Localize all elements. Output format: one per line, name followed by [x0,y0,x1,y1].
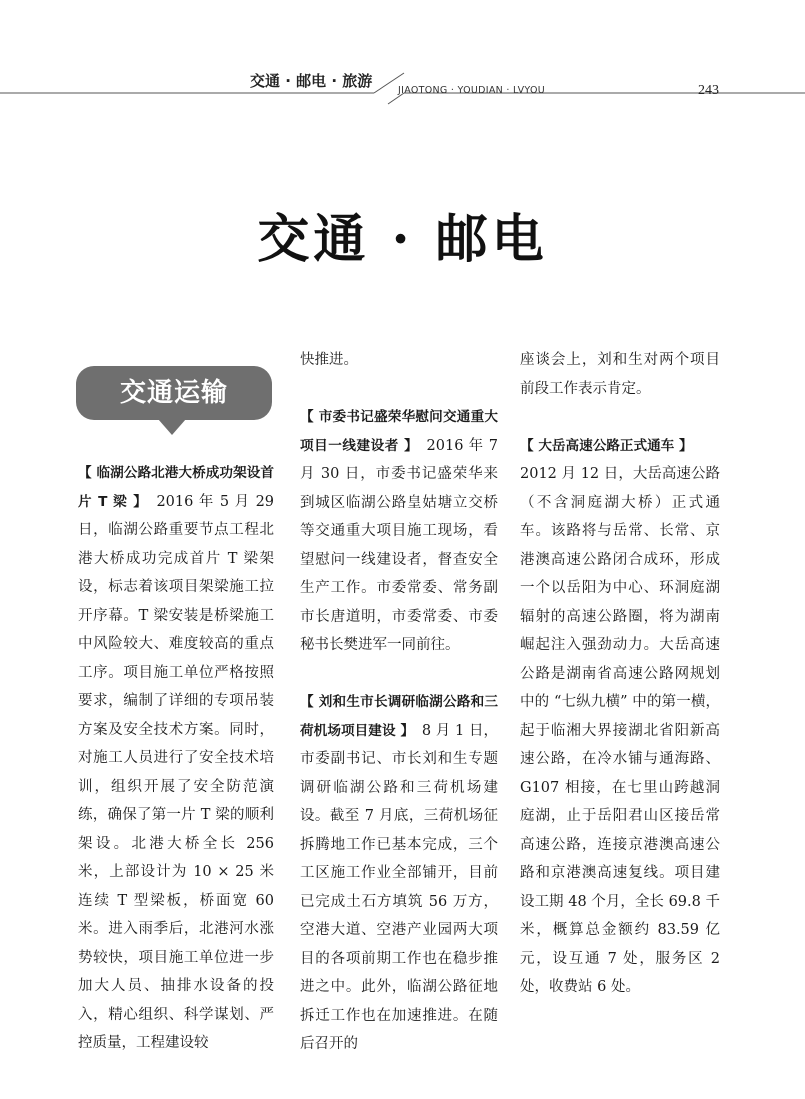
running-header-pinyin: JIAOTONG · YOUDIAN · LVYOU [398,85,545,96]
article-paragraph [300,688,498,1059]
article-body: 2016 年 5 月 29 日，临湖公路重要节点工程北港大桥成功完成首片 T 梁架设，标志着该项目架梁施工拉开序幕。T 梁安装是桥梁施工中风险较大、难度较高的重点工序。项目施工单位严格按照要求，编制了详细的专项吊装方案及安全技术方案。同时，对施工人员进行了安全技术培训，组织开展了安全防范演练，确保了第一片 T 梁的顺利架设。北港大桥全长 256 米，上部设计为 10 × 25 米连续 T 型梁板，桥面宽 60 米。进入雨季后，北港河水涨势较快，项目施工单位进一步加大人员、抽排水设备的投入，精心组织、科学谋划、严控质量，工程建设较 [78,493,275,1051]
article-heading: 【 刘和生市长调研临湖公路和三荷机场项目建设 】 [300,694,498,739]
article-continuation: 快推进。 [300,352,358,368]
page-number: 243 [698,83,719,98]
running-header-section: 交通 · 邮电 · 旅游 [250,72,373,90]
text-column-2 [300,346,498,1059]
text-column-3 [520,346,720,1002]
article-heading-line [520,432,720,461]
article-heading: 【 临湖公路北港大桥成功架设首片 T 梁 】 [78,465,274,510]
article-continuation: 座谈会上，刘和生对两个项目前段工作表示肯定。 [520,352,720,397]
section-badge-label: 交通运输 [119,378,228,408]
header-rule-lines [0,60,805,105]
article-body: 8 月 1 日，市委副书记、市长刘和生专题调研临湖公路和三荷机场建设。截至 7 月底，三荷机场征拆腾地工作已基本完成，三个工区施工作业全部铺开，目前已完成土石方填筑 56 万方，空港大道、空港产业园两大项目的各项前期工作也在稳步推进之中。此外，临湖公路征地拆迁工作也在加速推进。在随后召开的 [300,722,499,1052]
article-paragraph [78,459,274,1058]
article-paragraph [300,403,498,660]
article-body: 2016 年 7 月 30 日，市委书记盛荣华来到城区临湖公路皇姑塘立交桥等交通重大项目施工现场，看望慰问一线建设者，督查安全生产工作。市委常委、常务副市长唐道明，市委常委、市委秘书长樊进军一同前往。 [300,437,498,653]
paragraph-spacer [300,375,498,404]
article-heading: 【 市委书记盛荣华慰问交通重大项目一线建设者 】 [300,409,498,454]
paragraph-spacer [300,660,498,689]
paragraph-spacer [520,403,720,432]
article-heading: 【 大岳高速公路正式通车 】 [520,437,693,454]
article-body: 2012 月 12 日，大岳高速公路（不含洞庭湖大桥）正式通车。该路将与岳常、长常、京港澳高速公路闭合成环，形成一个以岳阳为中心、环洞庭湖辐射的高速公路圈，将为湖南崛起注入强劲动力。大岳高速公路是湖南省高速公路网规划中的 “七纵九横” 中的第一横，起于临湘大界接湖北省阳新高速公路，在冷水铺与通海路、G107 相接，在七里山跨越洞庭湖，止于岳阳君山区接岳常高速公路，连接京港澳高速公路和京港澳高速复线。项目建设工期 48 个月，全长 69.8 千米，概算总金额约 83.59 亿元，设互通 7 处，服务区 2 处，收费站 6 处。 [520,466,720,995]
text-column-1 [78,459,274,1058]
section-badge-pointer [158,419,186,435]
chapter-title: 交通 · 邮电 [257,209,548,270]
